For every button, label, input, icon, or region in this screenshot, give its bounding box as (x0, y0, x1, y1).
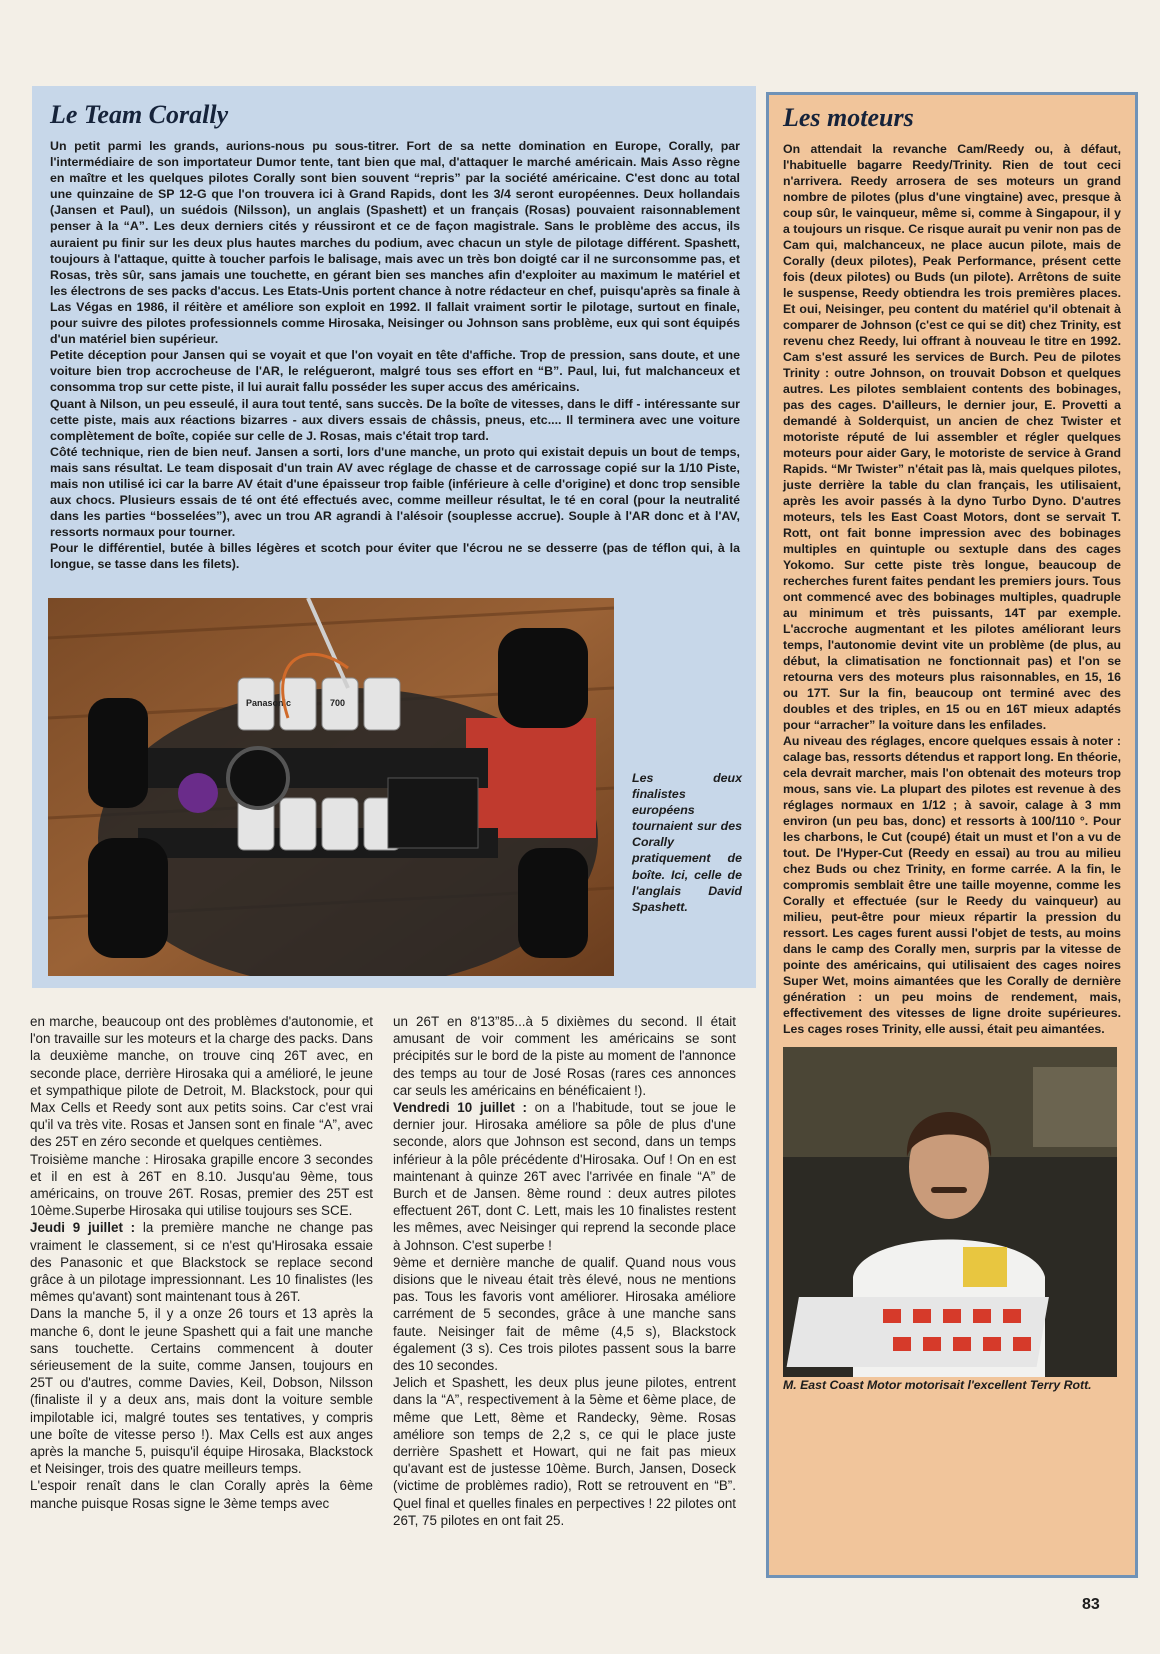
body-column-1 (30, 1013, 373, 1512)
terry-rott-photo (783, 1047, 1117, 1377)
battery-pack-label: 700 (330, 698, 346, 708)
body-paragraph: en marche, beaucoup ont des problèmes d'autonomie, et l'on travaille sur les moteurs et la charge des packs. Dans la deuxième manche, on trouve cinq 26T avec, en seconde place, derrière Hirosaka qui a amélioré, le jeune et sympathique pilote de Detroit, M. Blackstock, pour qui Max Cells et Reedy sont aux petits soins. Car c'est vrai qu'il va très vite. Rosas et Jansen sont en finale “A”, avec des 25T en zéro seconde et quelques centièmes. (30, 1014, 373, 1150)
battery-pack-label: Panasonic (246, 698, 292, 708)
body-paragraph: Vendredi 10 juillet : on a l'habitude, tout se joue le dernier jour. Hirosaka améliore sa pôle de plus d'une seconde, alors que Johnson est second, dans un temps inférieur à la pôle précédente d'Hirosaka. Ouf ! On en est maintenant à quinze 26T avec l'arrivée en finale “A” de Burch et de Jansen. 8ème round : deux autres pilotes effectuent 26T, dont C. Lett, mais les 10 finalistes restent les mêmes, avec Neisinger qui reprend la seconde place à Johnson. C'est superbe ! (393, 1100, 737, 1253)
team-corally-box (32, 86, 756, 988)
day-heading: Vendredi 10 juillet : (393, 1100, 527, 1116)
team-corally-title: Le Team Corally (50, 100, 229, 129)
motors-title: Les moteurs (783, 103, 914, 132)
team-corally-paragraph: Quant à Nilson, un peu esseulé, il aura tout tenté, sans succès. De la boîte de vitesses, dans le diff - intéressante sur cette piste, mais aux réactions bizarres - aux divers essais de châssis, pneus, etc.... Il terminera avec une voiture complètement de boîte, copiée sur celle de J. Rosas, mais c'était trop tard. (50, 396, 740, 443)
team-corally-paragraph: Pour le différentiel, butée à billes légères et scotch pour éviter que l'écrou ne se desserre (pas de téflon qui, à la longue, se tasse dans les filets). (50, 541, 740, 572)
team-corally-paragraph: Côté technique, rien de bien neuf. Jansen a sorti, lors d'une manche, un proto qui existait depuis un bout de temps, mais sans résultat. Le team disposait d'un train AV avec réglage de chasse et de carrossage copié sur la 1/10 Piste, mais non utilisé ici car la barre AV était d'une épaisseur trop faible (inférieure à celle d'origine) et donc trop sensible aux chocs. Plusieurs essais de té ont été effectués avec, comme meilleur résultat, le té en coral (pour la neutralité dans les parties “bosselées”), avec un trou AR agrandi à l'alésoir (souplesse accrue). Souple à l'AR donc et à l'AV, ressorts normaux pour tourner. (50, 444, 740, 540)
body-paragraph: Troisième manche : Hirosaka grapille encore 3 secondes et il en est à 26T en 8.10. Jusqu'au 9ème, tous américains, on trouve 26T. Rosas, premier des 25T est 10ème.Superbe Hirosaka qui utilise toujours ses SCE. (30, 1151, 373, 1219)
body-column-2 (393, 1013, 736, 1529)
page-number: 83 (1082, 1596, 1100, 1613)
body-paragraph: Jelich et Spashett, les deux plus jeune pilotes, entrent dans la “A”, respectivement à la 5ème et 6ème place, de même que Lett, 8ème et Randecky, 9ème. Rosas améliore son temps de 2,2 s, ce qui le place juste derrière Spashett et Howart, qui ne fait pas mieux qu'avant est de justesse 10ème. Burch, Jansen, Doseck (victime de problèmes radio), Rott se retrouvent en “B”. Quel final et quelles finales en perpectives ! 22 pilotes ont 26T, 75 pilotes en ont fait 25. (393, 1375, 736, 1528)
terry-rott-caption: M. East Coast Motor motorisait l'excellent Terry Rott. (783, 1378, 1092, 1392)
body-paragraph: Jeudi 9 juillet : la première manche ne change pas vraiment le classement, si ce n'est qu'Hirosaka essaie des Panasonic et que Blackstock se replace second grâce à un pilotage impressionnant. Les 10 finalistes (les mêmes qu'avant) sont maintenant tous à 26T. (30, 1220, 373, 1305)
motors-paragraph: On attendait la revanche Cam/Reedy ou, à défaut, l'habituelle bagarre Reedy/Trinity. Rien de tout ceci n'arrivera. Reedy arrosera de ses moteurs un grand nombre de pilotes (plus d'une vingtaine) avec, presque à coup sûr, le vainqueur, même si, comme à Singapour, il y a toujours un risque. Ce risque aurait pu venir non pas de Cam qui, malchanceux, ne place aucun pilote, mais de Corally (deux pilotes), Peak Performance, présent cette fois (deux pilotes) ou Buds (un pilote). Arrêtons de suite le suspense, Reedy obtiendra les trois premières places. Et oui, Neisinger, peu content du matériel qu'il obtenait à comparer de Johnson (c'est ce qui se dit) chez Trinity, est revenu chez Reedy, lui offrant à nouveau le titre en 1992. Cam s'est assuré les services de Burch. Peu de pilotes Trinity : outre Johnson, on trouvait Dobson et quelques autres. Les pilotes semblaient contents des bobinages, pas des cages. D'ailleurs, le dernier jour, E. Provetti a demandé à Solderquist, un ancien de chez Twister et motoriste réputé de lui assembler et régler quelques moteurs pour aider Gary, le motoriste de service à Grand Rapids. “Mr Twister” n'était pas là, mais quelques pilotes, juste derrière la table du clan français, les utilisaient, après les avoir passés à la dyno Turbo Dyno. D'autres moteurs, tels les East Coast Motors, dont se servait T. Rott, ont fait bonne impression avec des bobinages multiples en quintuple ou sextuple dans des cages Yokomo. Sur cette piste très longue, beaucoup de recherches furent faites pendant les premiers jours. Tous ont commencé avec des bobinages multiples, quadruple au minimum et très puissants, 14T par exemple. L'accroche augmentant et les pilotes améliorant leurs temps, l'autonomie devint vite un problème (de plus, au début, la climatisation ne fonctionnait pas) et l'on se retourna vers des moteurs plus raisonnables, en 15, 16 ou 17T. Sur la fin, beaucoup ont terminé avec des doubles et des triples, en 15 ou en 16T mieux adaptés pour “arracher” la voiture dans les enfilades. (783, 142, 1121, 732)
team-corally-paragraph: Petite déception pour Jansen qui se voyait et que l'on voyait en tête d'affiche. Trop de pression, sans doute, et une voiture bien trop accrocheuse de l'AR, le relégueront, malgré tous ses effort en “B”. Paul, lui, fut malchanceux et consomma trop sur cette piste, il lui aurait fallu posséder les super accus des américains. (50, 348, 740, 395)
team-corally-paragraph: Un petit parmi les grands, aurions-nous pu sous-titrer. Fort de sa nette domination en Europe, Corally, par l'intermédiaire de son importateur Dumor tente, tant bien que mal, d'attaquer le marché américain. Mais Asso règne en maître et les quelques pilotes Corally sont bien souvent “repris” par la société américaine. C'est donc au total une quinzaine de SP 12-G que l'on trouvera ici à Grand Rapids, dont les 3/4 seront européennes. Deux hollandais (Jansen et Paul), un suédois (Nilsson), un anglais (Spashett) et un français (Rosas) pouvaient raisonnablement penser à la “A”. Les deux derniers cités y réussiront et ce de façon magistrale. Sans le problème des accus, ils auraient pu finir sur les deux plus hautes marches du podium, avec chacun un style de pilotage différent. Spashett, toujours à l'attaque, quitte à toucher parfois le balisage, mais avec un très bon doigté car il ne surconsomme pas, et Rosas, très sûr, sans jamais une touchette, en gérant bien ses manches afin d'exploiter au maximum le matériel et les électrons de ses packs d'accus. Les Etats-Unis portent chance à notre rédacteur en chef, puisqu'après sa finale à Las Végas en 1986, il réitère et améliore son exploit en 1992. Il fallait vraiment sortir le pilotage, surtout en finale, pour suivre des pilotes professionnels comme Hirosaka, Neisinger ou Johnson sans problème, eux qui sont équipés d'un matériel bien supérieur. (50, 139, 740, 347)
motors-paragraph: Au niveau des réglages, encore quelques essais à noter : calage bas, ressorts détendus et rapport long. En théorie, cela devrait marcher, mais l'on obtenait des moteurs trop mous, sans vie. La plupart des pilotes est revenue à des réglages normaux en 1/12 ; à savoir, calage à 3 mm environ (un peu bas, donc) et ressorts à 100/110 °. Pour les charbons, le Cut (coupé) était un must et l'on a vu de tout. De l'Hyper-Cut (Reedy en essai) au trou au milieu chez Buds ou chez Trinity, en forme carrée. A la fin, le compromis semblait être une taille moyenne, comme les Corally et effectuée (sur le Reedy du vainqueur) au milieu, peut-être pour mieux répartir la pression du ressort. Les cages furent aussi l'objet de tests, au moins dans le camp des Corally men, surpris par la vitesse de pointe des américains, qui utilisaient des cages noires Super Wet, moins aimantées que les Corally de dernière génération : un peu moins de rendement, mais, effectivement des vitesses de ligne droite supérieures. Les cages roses Trinity, elle aussi, était peu aimantées. (783, 734, 1121, 1036)
day-heading: Jeudi 9 juillet : (30, 1220, 136, 1236)
body-paragraph: Dans la manche 5, il y a onze 26 tours et 13 après la manche 6, dont le jeune Spashett qui a fait une manche sans touchette. Certains commencent à douter sérieusement de la suite, comme Jansen, toujours en 25T ou d'autres, comme Davies, Keil, Dobson, Nilsson (finaliste il y a deux ans, mais dont la voiture semble impilotable ici, malgré toutes ses tentatives, y compris une boîte de vitesse perso !). Max Cells est aux anges après la manche 5, puisqu'il équipe Hirosaka, Blackstock et Neisinger, trois des quatre meilleurs temps. (30, 1306, 373, 1477)
corally-photo-caption: Les deux finalistes européens tournaient sur des Corally pratiquement de boîte. Ici, celle de l'anglais David Spashett. (632, 771, 742, 914)
body-paragraph: 9ème et dernière manche de qualif. Quand nous vous disions que le niveau était très élevé, nous ne mentions pas. Tous les favoris vont améliorer. Hirosaka améliore carrément de 5 secondes, grâce à une manche sans faute. Neisinger fait de même (4,5 s), Blackstock également (3 s). Ces trois pilotes passent sous la barre des 10 secondes. (393, 1254, 736, 1374)
body-paragraph: un 26T en 8'13”85...à 5 dixièmes du second. Il était amusant de voir comment les américains se sont précipités sur le bord de la piste au moment de l'annonce des temps au tour de José Rosas (rares ces annonces car seuls les américains en bénéficaient !). (393, 1014, 736, 1098)
corally-car-photo (48, 598, 614, 976)
motors-box (766, 92, 1138, 1578)
body-paragraph: L'espoir renaît dans le clan Corally après la 6ème manche puisque Rosas signe le 3ème temps avec (30, 1478, 373, 1511)
